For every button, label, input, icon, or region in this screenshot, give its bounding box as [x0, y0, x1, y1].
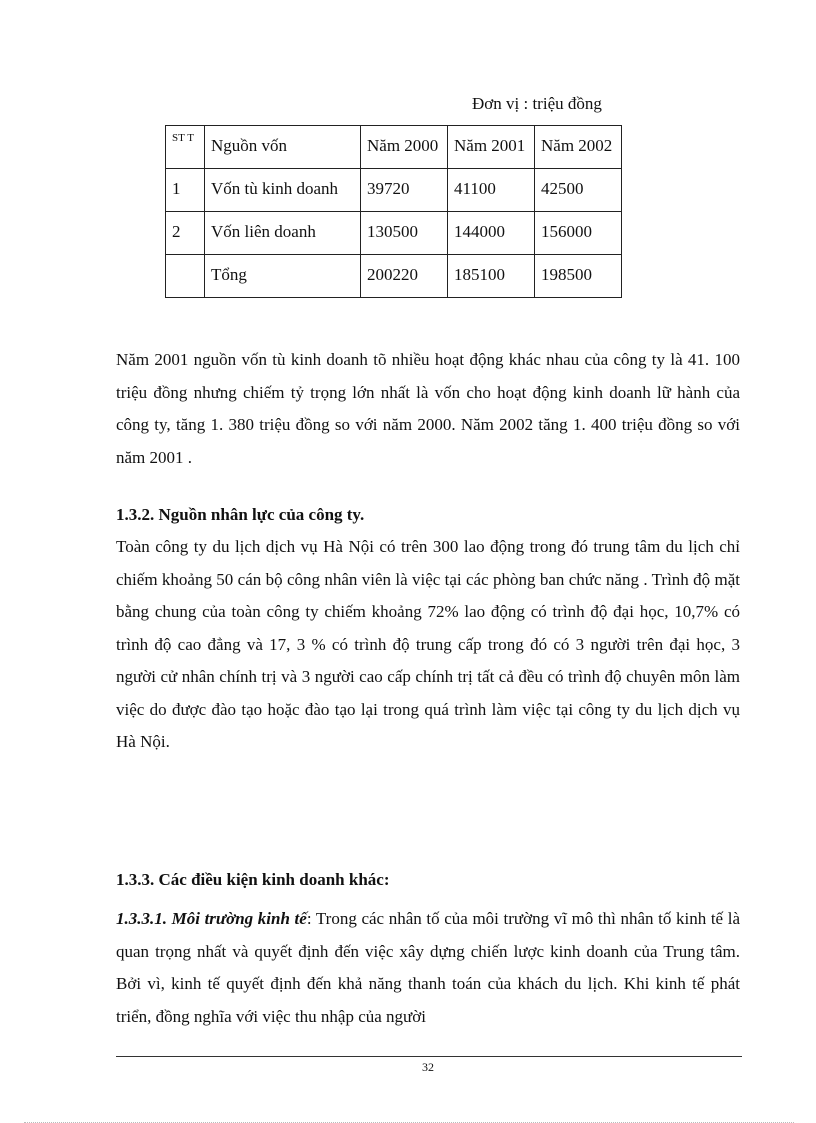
cell-source: Tổng — [205, 255, 361, 298]
cell-2001: 41100 — [448, 169, 535, 212]
cell-2000: 130500 — [361, 212, 448, 255]
cell-2000: 39720 — [361, 169, 448, 212]
table-row — [166, 212, 622, 255]
table-row-total — [166, 255, 622, 298]
header-2000: Năm 2000 — [361, 126, 448, 169]
subheading-economic-environment: 1.3.3.1. Môi trường kinh tế — [116, 909, 307, 928]
cell-stt — [166, 255, 205, 298]
footer-divider — [116, 1056, 742, 1057]
cell-stt: 1 — [166, 169, 205, 212]
header-source: Nguồn vốn — [205, 126, 361, 169]
paragraph-economic-text: : Trong các nhân tố của môi trường vĩ mô thì nhân tố kinh tế là quan trọng nhất và quyết định đến việc xây dựng chiến lược kinh doanh của Trung tâm. Bởi vì, kinh tế quyết định đến khả năng thanh toán của khách du lịch. Khi kinh tế phát triển, đồng nghĩa với việc thu nhập của người — [116, 909, 740, 1026]
cell-2000: 200220 — [361, 255, 448, 298]
unit-label: Đơn vị : triệu đồng — [472, 94, 602, 113]
header-stt: ST T — [166, 126, 205, 169]
paragraph-capital-summary: Năm 2001 nguồn vốn tù kinh doanh tõ nhiều hoạt động khác nhau của công ty là 41. 100 triệu đồng nhưng chiếm tỷ trọng lớn nhất là vốn cho hoạt động kinh doanh lữ hành của công ty, tăng 1. 380 triệu đồng so với năm 2000. Năm 2002 tăng 1. 400 triệu đồng so với năm 2001 . — [116, 350, 740, 467]
table-row — [166, 169, 622, 212]
page-number: 32 — [422, 1060, 434, 1074]
cell-source: Vốn liên doanh — [205, 212, 361, 255]
cell-2002: 198500 — [535, 255, 622, 298]
paragraph-economic-environment — [116, 903, 740, 1033]
capital-table — [165, 125, 622, 298]
header-2001: Năm 2001 — [448, 126, 535, 169]
cell-2001: 185100 — [448, 255, 535, 298]
cell-2002: 156000 — [535, 212, 622, 255]
cell-source: Vốn tù kinh doanh — [205, 169, 361, 212]
cell-2002: 42500 — [535, 169, 622, 212]
cell-stt: 2 — [166, 212, 205, 255]
table-header-row — [166, 126, 622, 169]
paragraph-human-resources: Toàn công ty du lịch dịch vụ Hà Nội có trên 300 lao động trong đó trung tâm du lịch chỉ chiếm khoảng 50 cán bộ công nhân viên là việc tại các phòng ban chức năng . Trình độ mặt bằng chung của toàn công ty chiếm khoảng 72% lao động có trình độ đại học, 10,7% có trình độ cao đẳng và 17, 3 % có trình độ trung cấp trong đó có 3 người trên đại học, 3 người cử nhân chính trị và 3 người cao cấp chính trị tất cả đều có trình độ chuyên môn làm việc do được đào tạo hoặc đào tạo lại trong quá trình làm việc tại công ty du lịch dịch vụ Hà Nội. — [116, 537, 740, 751]
cell-2001: 144000 — [448, 212, 535, 255]
header-2002: Năm 2002 — [535, 126, 622, 169]
heading-other-conditions: 1.3.3. Các điều kiện kinh doanh khác: — [116, 870, 390, 889]
heading-human-resources: 1.3.2. Nguồn nhân lực của công ty. — [116, 505, 365, 524]
